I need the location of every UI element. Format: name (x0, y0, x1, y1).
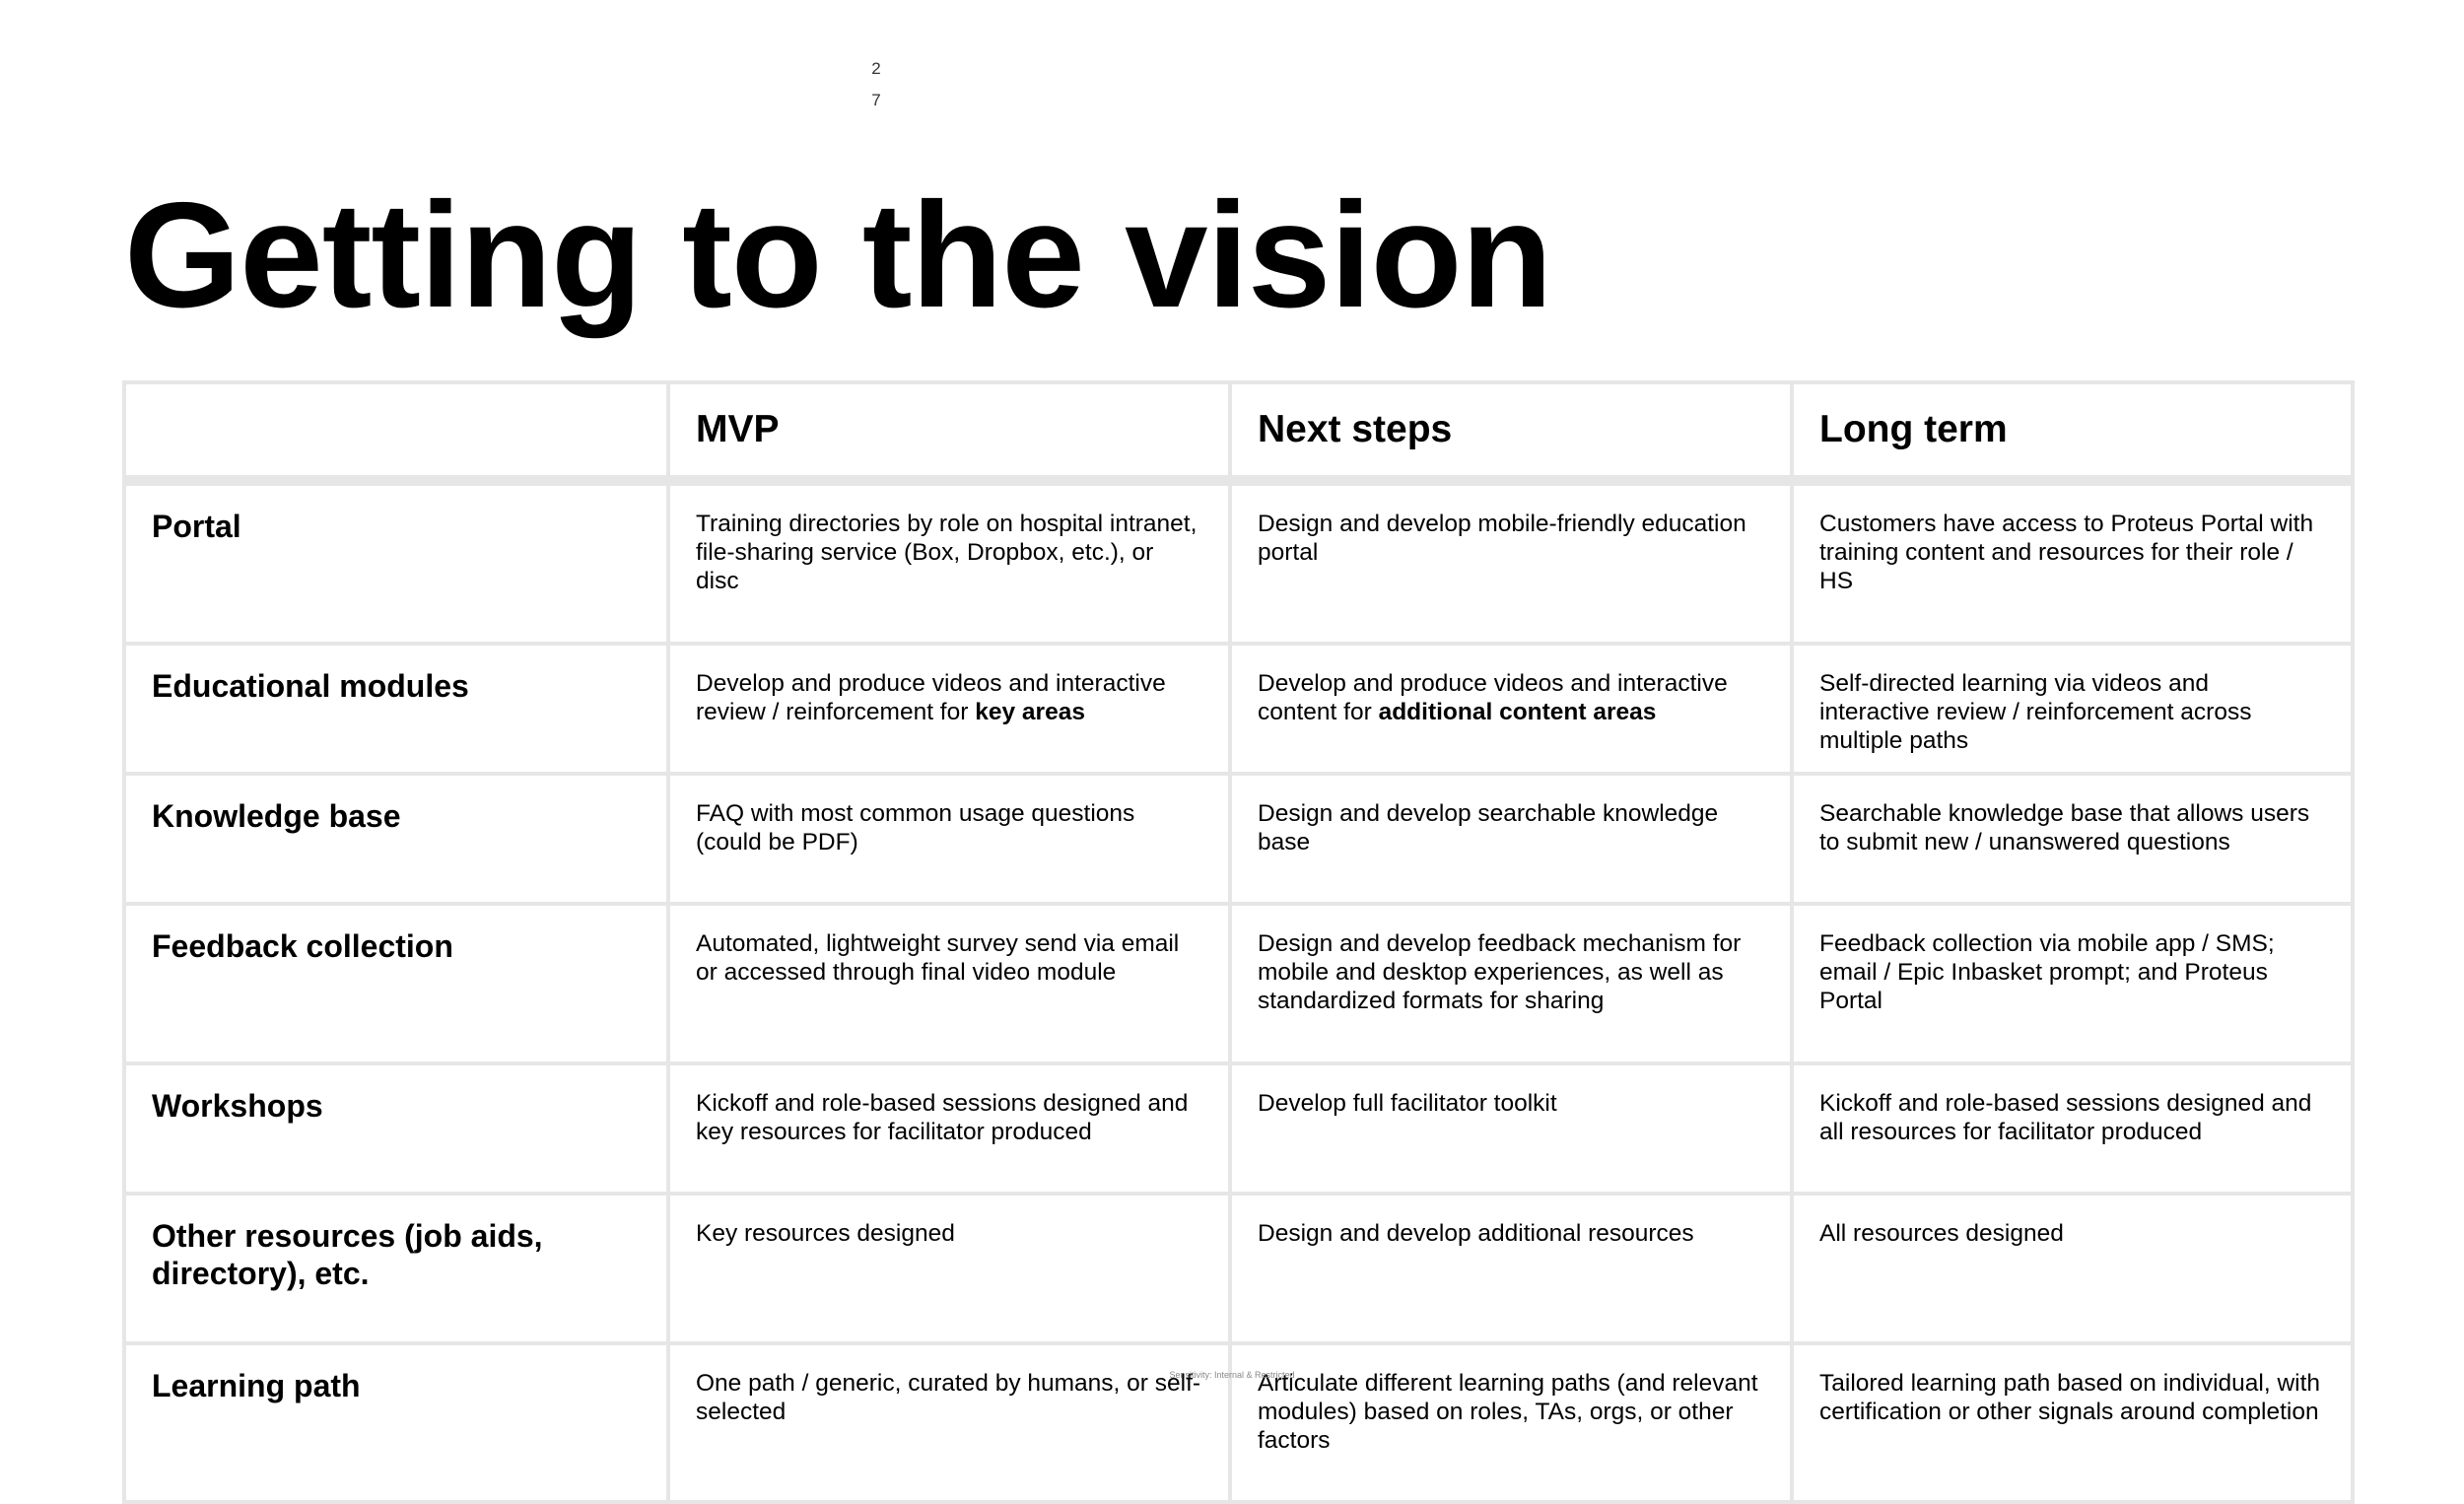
header-mvp: MVP (668, 382, 1230, 481)
cell-next-steps (1230, 644, 1792, 774)
row-label-knowledge-base: Knowledge base (124, 774, 668, 904)
cell-emphasis: key areas (975, 699, 1085, 725)
cell-next-steps: Design and develop additional resources (1230, 1194, 1792, 1343)
cell-next-steps: Develop full facilitator toolkit (1230, 1063, 1792, 1194)
header-next-steps: Next steps (1230, 382, 1792, 481)
row-label-feedback-collection: Feedback collection (124, 904, 668, 1063)
roadmap-table (122, 380, 2355, 1504)
page-number: 2 7 (871, 59, 881, 109)
table-row (124, 481, 2353, 645)
cell-next-steps: Design and develop searchable knowledge base (1230, 774, 1792, 904)
table-row (124, 644, 2353, 774)
cell-next-steps: Design and develop mobile-friendly education portal (1230, 481, 1792, 645)
cell-mvp: FAQ with most common usage questions (could be PDF) (668, 774, 1230, 904)
cell-long-term: Kickoff and role-based sessions designed and all resources for facilitator produced (1792, 1063, 2353, 1194)
table-row (124, 774, 2353, 904)
table-row (124, 1343, 2353, 1502)
roadmap-table-container (122, 380, 2351, 1504)
table-header-row (124, 382, 2353, 481)
cell-long-term: Searchable knowledge base that allows users to submit new / unanswered questions (1792, 774, 2353, 904)
row-label-portal: Portal (124, 481, 668, 645)
row-label-learning-path: Learning path (124, 1343, 668, 1502)
row-label-workshops: Workshops (124, 1063, 668, 1194)
cell-long-term: Tailored learning path based on individual, with certification or other signals around completion (1792, 1343, 2353, 1502)
cell-mvp: Key resources designed (668, 1194, 1230, 1343)
sensitivity-footer: Sensitivity: Internal & Restricted (1169, 1370, 1295, 1380)
slide-title: Getting to the vision (124, 171, 1552, 339)
row-label-educational-modules: Educational modules (124, 644, 668, 774)
header-long-term: Long term (1792, 382, 2353, 481)
cell-next-steps: Articulate different learning paths (and relevant modules) based on roles, TAs, orgs, or other factors (1230, 1343, 1792, 1502)
cell-mvp: One path / generic, curated by humans, or self-selected (668, 1343, 1230, 1502)
cell-long-term: Self-directed learning via videos and interactive review / reinforcement across multiple paths (1792, 644, 2353, 774)
cell-mvp: Automated, lightweight survey send via email or accessed through final video module (668, 904, 1230, 1063)
cell-next-steps: Design and develop feedback mechanism for mobile and desktop experiences, as well as standardized formats for sharing (1230, 904, 1792, 1063)
table-row (124, 1063, 2353, 1194)
cell-mvp: Kickoff and role-based sessions designed and key resources for facilitator produced (668, 1063, 1230, 1194)
cell-emphasis: additional content areas (1378, 699, 1657, 725)
cell-long-term: All resources designed (1792, 1194, 2353, 1343)
cell-mvp: Training directories by role on hospital intranet, file-sharing service (Box, Dropbox, etc.), or disc (668, 481, 1230, 645)
table-row (124, 1194, 2353, 1343)
cell-long-term: Customers have access to Proteus Portal with training content and resources for their role / HS (1792, 481, 2353, 645)
cell-text: Develop and produce videos and interactive review / reinforcement for (696, 670, 1166, 725)
cell-long-term: Feedback collection via mobile app / SMS; email / Epic Inbasket prompt; and Proteus Portal (1792, 904, 2353, 1063)
cell-text: Develop and produce videos and interactive content for (1258, 670, 1728, 725)
table-row (124, 904, 2353, 1063)
row-label-other-resources: Other resources (job aids, directory), etc. (124, 1194, 668, 1343)
header-corner (124, 382, 668, 481)
cell-mvp (668, 644, 1230, 774)
